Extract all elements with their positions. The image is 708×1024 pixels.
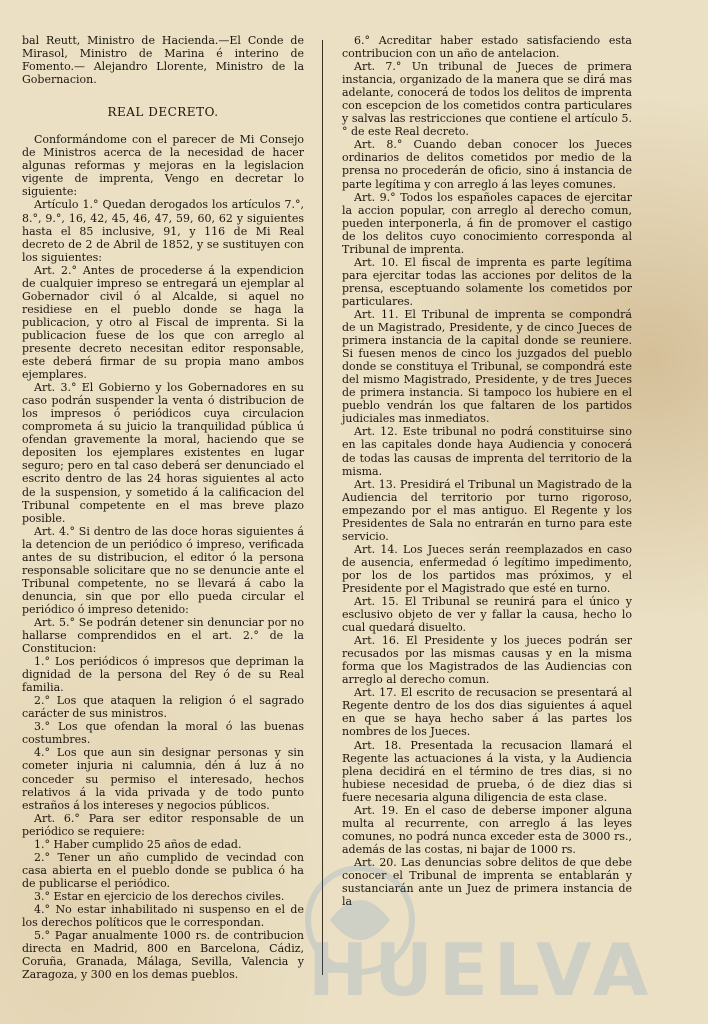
right-paragraph: Art. 12. Este tribunal no podrá constituirse sino en las capitales donde haya Audiencia y conocerá de todas las causas de imprenta del territorio de la misma. [342,425,632,478]
right-paragraph: Art. 11. El Tribunal de imprenta se compondrá de un Magistrado, Presidente, y de cinco Jueces de primera instancia de la capital donde se reuniere. Si fuesen menos de cinco los juzgados del pueblo donde se constituya el Tribunal, se compondrá este del mismo Magistrado, Presidente, y de tres Jueces de primera instancia. Si tampoco los hubiere en el pueblo vendrán los que faltaren de los partidos judiciales mas inmediatos. [342,307,632,426]
left-paragraph: 2.° Tener un año cumplido de vecindad con casa abierta en el pueblo donde se publica ó ha de publicarse el periódico. [22,850,304,890]
right-paragraph: Art. 14. Los Jueces serán reemplazados en caso de ausencia, enfermedad ó legítimo impedimento, por los de los partidos mas próximos, y el Presidente por el Magistrado que esté en turno. [342,542,632,595]
left-column [22,34,304,981]
left-paragraph: 3.° Los que ofendan la moral ó las buenas costumbres. [22,720,304,747]
right-paragraph: Art. 15. El Tribunal se reunirá para el único y esclusivo objeto de ver y fallar la causa, hecho lo cual quedará disuelto. [342,595,632,635]
right-paragraph: Art. 9.° Todos los españoles capaces de ejercitar la accion popular, con arreglo al derecho comun, pueden interponerla, á fin de promover el castigo de los delitos cuyo conocimiento corresponda al Tribunal de imprenta. [342,190,632,256]
right-paragraph: Art. 7.° Un tribunal de Jueces de primera instancia, organizado de la manera que se dirá mas adelante, conocerá de todos los delitos de imprenta con escepcion de los cometidos contra particulares y salvas las restricciones que contiene el artículo 5.° de este Real decreto. [342,60,632,139]
right-paragraph: Art. 10. El fiscal de imprenta es parte legítima para ejercitar todas las acciones por delitos de la prensa, esceptuando solamente los cometidos por particulares. [342,255,632,308]
left-paragraph: Art. 6.° Para ser editor responsable de un periódico se requiere: [22,811,304,838]
right-paragraph: Art. 8.° Cuando deban conocer los Jueces ordinarios de delitos cometidos por medio de la prensa no procederán de oficio, sino á instancia de parte legítima y con arreglo á las leyes comunes. [342,138,632,191]
right-paragraph: Art. 19. En el caso de deberse imponer alguna multa al recurrente, con arreglo á las leyes comunes, no podrá nunca exceder esta de 3000 rs., además de las costas, ni bajar de 1000 rs. [342,803,632,856]
right-paragraph: Art. 16. El Presidente y los jueces podrán ser recusados por las mismas causas y en la misma forma que los Magistrados de las Audiencias con arreglo al derecho comun. [342,634,632,687]
watermark-text: HUELVA [308,928,655,1012]
left-paragraph: Conformándome con el parecer de Mi Consejo de Ministros acerca de la necesidad de hacer algunas reformas y mejoras en la legislacion vigente de imprenta, Vengo en decretar lo siguiente: [22,133,304,199]
right-paragraph: Art. 20. Las denuncias sobre delitos de que debe conocer el Tribunal de imprenta se entablarán y sustanciarán ante un Juez de primera instancia de la [342,855,632,909]
right-column [342,34,632,908]
left-paragraph: Art. 2.° Antes de procederse á la expendicion de cualquier impreso se entregará un ejemplar al Gobernador civil ó al Alcalde, si aquel no residiese en el pueblo donde se haga la publicacion, y otro al Fiscal de imprenta. Si la publicacion fuese de los que con arreglo al presente decreto necesitan editor responsable, este deberá firmar de su propia mano ambos ejemplares. [22,263,304,382]
decree-heading: REAL DECRETO. [107,105,219,120]
intro-paragraph: bal Reutt, Ministro de Hacienda.—El Conde de Mirasol, Ministro de Marina é interino de Fomento.— Alejandro Llorente, Ministro de la Gobernacion. [22,34,304,87]
right-paragraph: Art. 18. Presentada la recusacion llamará el Regente las actuaciones á la vista, y la Audiencia plena decidirá en el término de tres dias, si no hubiese necesidad de prueba, ó de diez dias si fuere necesaria alguna diligencia de esta clase. [342,738,632,804]
right-paragraph: Art. 13. Presidirá el Tribunal un Magistrado de la Audiencia del territorio por turno rigoroso, empezando por el mas antiguo. El Regente y los Presidentes de Sala no entrarán en turno para este servicio. [342,477,632,543]
left-paragraph: Art. 5.° Se podrán detener sin denunciar por no hallarse comprendidos en el art. 2.° de la Constitucion: [22,615,304,656]
left-paragraph: Art. 3.° El Gobierno y los Gobernadores en su caso podrán suspender la venta ó distribucion de los impresos ó periódicos cuya circulacion comprometa á su juicio la tranquilidad pública ú ofendan gravemente la moral, haciendo que se depositen los ejemplares existentes en lugar seguro; pero en tal caso deberá ser denunciado el escrito dentro de las 24 horas siguientes al acto de la suspension, y sometido á la calificacion del Tribunal competente en el mas breve plazo posible. [22,381,304,525]
left-paragraph: 4.° No estar inhabilitado ni suspenso en el de los derechos políticos que le correspondan. [22,903,304,930]
right-paragraph: Art. 17. El escrito de recusacion se presentará al Regente dentro de los dos dias siguientes á aquel en que se haya hecho saber á las partes los nombres de los Jueces. [342,686,632,739]
right-paragraph: 6.° Acreditar haber estado satisfaciendo esta contribucion con un año de antelacion. [342,34,632,61]
left-paragraph: 1.° Haber cumplido 25 años de edad. [34,837,242,851]
left-paragraph: Art. 4.° Si dentro de las doce horas siguientes á la detencion de un periódico ó impreso, verificada antes de su distribucion, el editor ó la persona responsable solicitare que no se denuncie ante el Tribunal competente, no se llevará á cabo la denuncia, sin que por ello pueda circular el periódico ó impreso detenido: [22,524,304,616]
library-watermark [300,820,680,1024]
left-paragraph: 2.° Los que ataquen la religion ó el sagrado carácter de sus ministros. [22,694,304,721]
left-paragraph: 4.° Los que aun sin designar personas y sin cometer injuria ni calumnia, dén á luz á no conceder su permiso el interesado, hechos relativos á la vida privada y de todo punto estraños á los intereses y negocios públicos. [22,746,304,812]
left-paragraph: 5.° Pagar anualmente 1000 rs. de contribucion directa en Madrid, 800 en Barcelona, Cádiz, Coruña, Granada, Málaga, Sevilla, Valencia y Zaragoza, y 300 en los demas pueblos. [22,929,304,982]
left-paragraph: 3.° Estar en ejercicio de los derechos civiles. [34,889,285,903]
left-paragraph: Artículo 1.° Quedan derogados los artículos 7.°, 8.°, 9.°, 16, 42, 45, 46, 47, 59, 60, 62 y siguientes hasta el 85 inclusive, 91, y 116 de Mi Real decreto de 2 de Abril de 1852, y se sustituyen con los siguientes: [22,198,304,264]
left-paragraph: 1.° Los periódicos ó impresos que depriman la dignidad de la persona del Rey ó de su Real familia. [22,655,304,695]
